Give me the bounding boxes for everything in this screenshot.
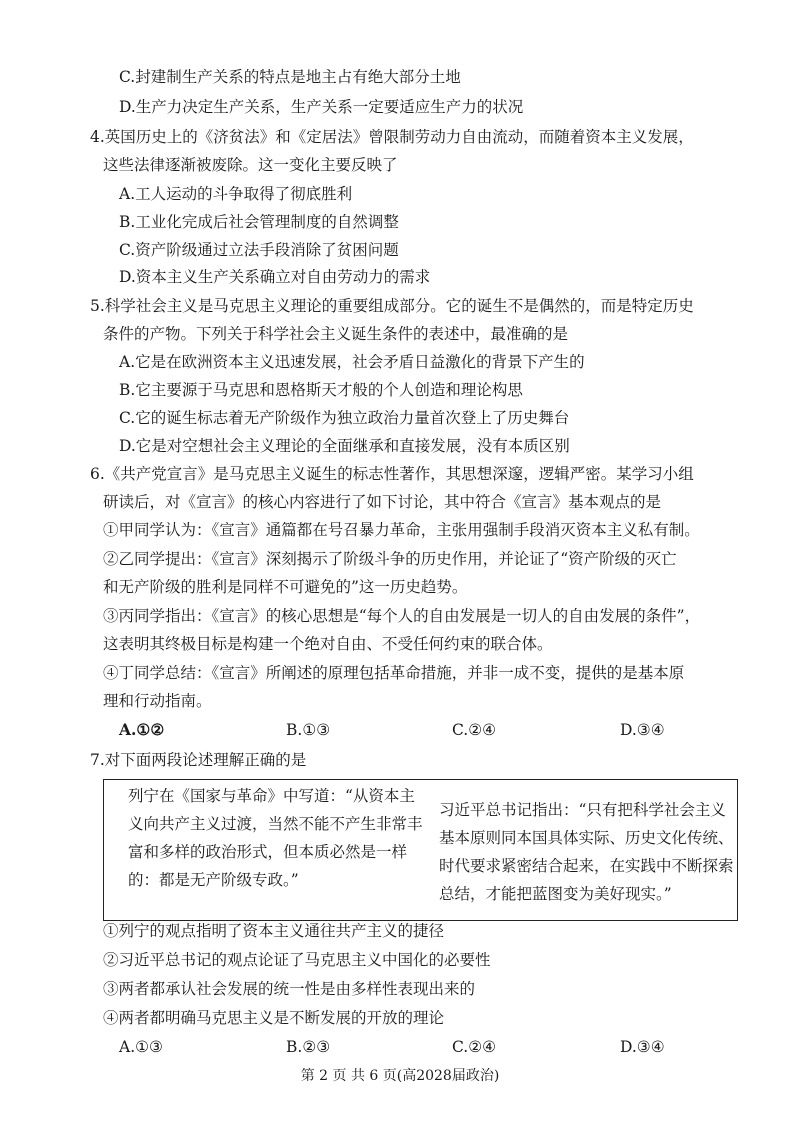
q7-option-b: B.②③ bbox=[286, 1038, 331, 1056]
q6-option-c: C.②④ bbox=[452, 721, 497, 739]
q6-statement-3-line2: 这表明其终极目标是构建一个绝对自由、不受任何约束的联合体。 bbox=[103, 635, 553, 653]
q7-option-a: A.①③ bbox=[119, 1038, 163, 1056]
q7-statement-1: ①列宁的观点指明了资本主义通往共产主义的捷径 bbox=[103, 922, 445, 940]
q7-statement-4: ④两者都明确马克思主义是不断发展的开放的理论 bbox=[103, 1009, 445, 1027]
q7-option-c: C.②④ bbox=[452, 1038, 497, 1056]
q5-option-b: B.它主要源于马克思和恩格斯天才般的个人创造和理论构思 bbox=[119, 381, 523, 399]
q6-option-b: B.①③ bbox=[286, 721, 331, 739]
q5-option-c: C.它的诞生标志着无产阶级作为独立政治力量首次登上了历史舞台 bbox=[119, 409, 570, 427]
q7-option-d: D.③④ bbox=[620, 1038, 665, 1056]
page-footer: 第 2 页 共 6 页(高2028届政治) bbox=[300, 1068, 500, 1084]
q4-option-d: D.资本主义生产关系确立对自由劳动力的需求 bbox=[119, 268, 431, 286]
q4-stem-line2: 这些法律逐渐被废除。这一变化主要反映了 bbox=[103, 156, 398, 174]
q6-statement-4-line2: 理和行动指南。 bbox=[103, 692, 212, 710]
q5-stem-line1: 5.科学社会主义是马克思主义理论的重要组成部分。它的诞生不是偶然的，而是特定历史 bbox=[90, 297, 694, 315]
q7-quote-box bbox=[103, 779, 738, 921]
q7-quote-xi: 习近平总书记指出：“只有把科学社会主义基本原则同本国具体实际、历史文化传统、时代要求紧密结合起来，在实践中不断探索总结，才能把蓝图变为美好现实。” bbox=[439, 801, 734, 903]
q4-option-c: C.资产阶级通过立法手段消除了贫困问题 bbox=[119, 241, 399, 259]
q5-option-a: A.它是在欧洲资本主义迅速发展，社会矛盾日益激化的背景下产生的 bbox=[119, 353, 585, 371]
q5-stem-line2: 条件的产物。下列关于科学社会主义诞生条件的表述中，最准确的是 bbox=[103, 325, 569, 343]
q5-option-d: D.它是对空想社会主义理论的全面继承和直接发展，没有本质区别 bbox=[119, 437, 570, 455]
q6-statement-2-line2: 和无产阶级的胜利是同样不可避免的”这一历史趋势。 bbox=[103, 578, 468, 596]
q6-option-a: A.①② bbox=[119, 720, 165, 739]
q7-statement-3: ③两者都承认社会发展的统一性是由多样性表现出来的 bbox=[103, 980, 476, 998]
q6-option-d: D.③④ bbox=[620, 721, 665, 739]
q7-quote-lenin: 列宁在《国家与革命》中写道：“从资本主义向共产主义过渡，当然不能不产生非常丰富和多样的政治形式，但本质必然是一样的：都是无产阶级专政。” bbox=[128, 787, 423, 889]
q6-stem-line1: 6.《共产党宣言》是马克思主义诞生的标志性著作，其思想深邃，逻辑严密。某学习小组 bbox=[90, 465, 694, 483]
q4-option-b: B.工业化完成后社会管理制度的自然调整 bbox=[119, 213, 399, 231]
q7-statement-2: ②习近平总书记的观点论证了马克思主义中国化的必要性 bbox=[103, 951, 491, 969]
q6-statement-4-line1: ④丁同学总结：《宣言》所阐述的原理包括革命措施，并非一成不变，提供的是基本原 bbox=[103, 664, 685, 682]
q3-option-c: C.封建制生产关系的特点是地主占有绝大部分土地 bbox=[119, 68, 461, 86]
q4-option-a: A.工人运动的斗争取得了彻底胜利 bbox=[119, 185, 353, 203]
q7-stem: 7.对下面两段论述理解正确的是 bbox=[90, 751, 307, 769]
q4-stem-line1: 4.英国历史上的《济贫法》和《定居法》曾限制劳动力自由流动，而随着资本主义发展， bbox=[90, 128, 694, 146]
q3-option-d: D.生产力决定生产关系，生产关系一定要适应生产力的状况 bbox=[119, 98, 524, 116]
q6-stem-line2: 研读后，对《宣言》的核心内容进行了如下讨论，其中符合《宣言》基本观点的是 bbox=[103, 493, 662, 511]
q6-statement-1: ①甲同学认为：《宣言》通篇都在号召暴力革命，主张用强制手段消灭资本主义私有制。 bbox=[103, 521, 700, 539]
q6-statement-2-line1: ②乙同学提出：《宣言》深刻揭示了阶级斗争的历史作用，并论证了“资产阶级的灭亡 bbox=[103, 550, 677, 568]
q6-statement-3-line1: ③丙同学指出：《宣言》的核心思想是“每个人的自由发展是一切人的自由发展的条件”， bbox=[103, 607, 701, 625]
